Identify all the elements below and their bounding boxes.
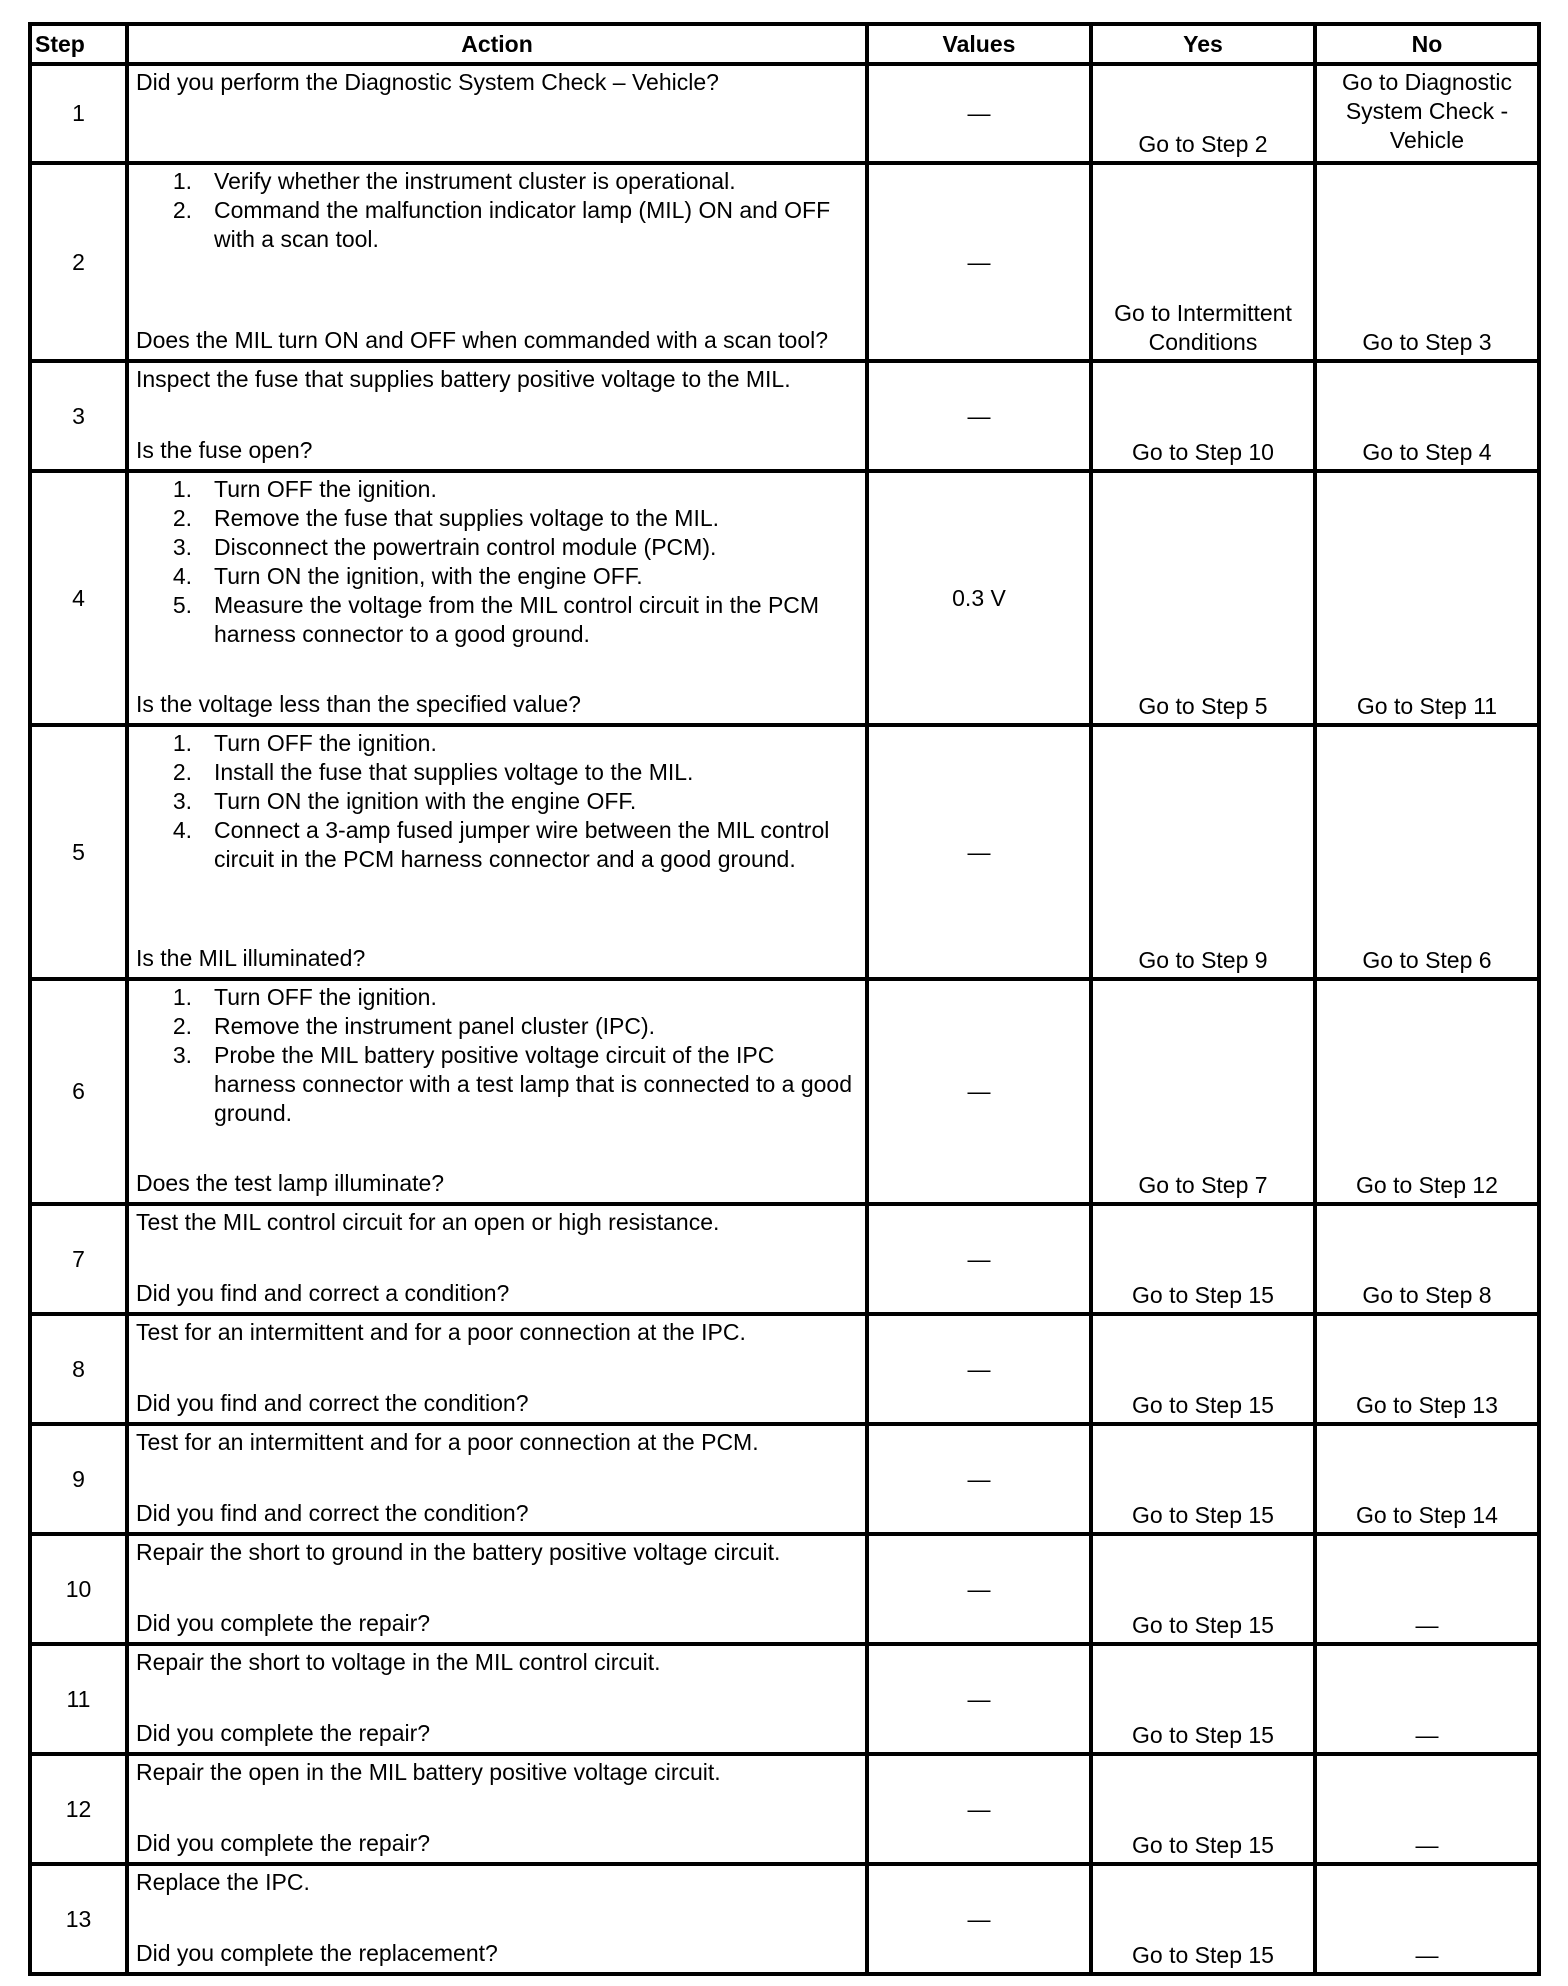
action-step-number: 4.	[172, 563, 192, 589]
action-step-number: 4.	[172, 817, 192, 843]
header-no: No	[1315, 24, 1539, 64]
step-number: 1	[30, 64, 127, 163]
yes-cell	[1091, 1534, 1315, 1644]
yes-outcome-link[interactable]: Go to Step 15	[1132, 1832, 1274, 1858]
table-row	[30, 163, 1539, 361]
action-step-number: 1.	[172, 476, 192, 502]
action-step-text: Turn OFF the ignition.	[214, 476, 437, 502]
action-instruction: Inspect the fuse that supplies battery positive voltage to the MIL.	[136, 366, 791, 392]
table-row	[30, 725, 1539, 979]
value-cell: —	[867, 1424, 1091, 1534]
action-cell	[127, 361, 867, 471]
action-question: Did you complete the repair?	[136, 1720, 431, 1746]
step-number: 2	[30, 163, 127, 361]
value-cell: —	[867, 361, 1091, 471]
action-question: Did you complete the replacement?	[136, 1940, 498, 1966]
step-number: 10	[30, 1534, 127, 1644]
yes-cell	[1091, 1864, 1315, 1974]
header-step: Step	[30, 24, 127, 64]
action-step-number: 1.	[172, 168, 192, 194]
yes-cell	[1091, 64, 1315, 163]
yes-cell	[1091, 1754, 1315, 1864]
action-step-number: 3.	[172, 788, 192, 814]
table-row	[30, 1754, 1539, 1864]
no-outcome-link[interactable]: Go to Step 12	[1356, 1172, 1498, 1198]
step-number: 13	[30, 1864, 127, 1974]
yes-cell	[1091, 1644, 1315, 1754]
yes-outcome-link[interactable]: Go to Step 5	[1138, 693, 1268, 719]
action-cell	[127, 1534, 867, 1644]
table-row	[30, 1204, 1539, 1314]
no-cell	[1315, 979, 1539, 1204]
table-row	[30, 1644, 1539, 1754]
action-step	[136, 787, 859, 816]
step-number: 6	[30, 979, 127, 1204]
action-step	[136, 533, 859, 562]
action-step	[136, 591, 859, 649]
no-cell	[1315, 1204, 1539, 1314]
action-question: Did you find and correct the condition?	[136, 1500, 529, 1526]
yes-outcome-link[interactable]: Go to Step 15	[1132, 1612, 1274, 1638]
action-step-text: Remove the instrument panel cluster (IPC).	[214, 1013, 656, 1039]
action-step-number: 3.	[172, 1042, 192, 1068]
table-row	[30, 1424, 1539, 1534]
step-number: 4	[30, 471, 127, 725]
action-step	[136, 983, 859, 1012]
action-question: Is the voltage less than the specified value?	[136, 691, 581, 717]
no-cell	[1315, 725, 1539, 979]
table-row	[30, 1534, 1539, 1644]
no-outcome-link: —	[1415, 1612, 1439, 1638]
table-row	[30, 1314, 1539, 1424]
no-outcome-link: —	[1415, 1942, 1439, 1968]
action-instruction: Repair the short to voltage in the MIL control circuit.	[136, 1649, 661, 1675]
action-question: Did you complete the repair?	[136, 1830, 431, 1856]
yes-outcome-link[interactable]: Go to Step 15	[1132, 1392, 1274, 1418]
yes-cell	[1091, 1314, 1315, 1424]
header-action: Action	[127, 24, 867, 64]
yes-cell	[1091, 471, 1315, 725]
value-cell: —	[867, 1314, 1091, 1424]
action-step-text: Verify whether the instrument cluster is operational.	[214, 168, 736, 194]
no-outcome-link[interactable]: Go to Step 4	[1362, 439, 1492, 465]
yes-outcome-link[interactable]: Go to Step 15	[1132, 1942, 1274, 1968]
action-cell	[127, 1314, 867, 1424]
action-question: Does the test lamp illuminate?	[136, 1170, 445, 1196]
action-step-text: Disconnect the powertrain control module (PCM).	[214, 534, 717, 560]
diagnostic-table	[28, 22, 1541, 1976]
action-instruction: Replace the IPC.	[136, 1869, 310, 1895]
yes-outcome-link[interactable]: Go to Step 2	[1138, 131, 1268, 157]
action-step	[136, 1041, 859, 1128]
step-number: 8	[30, 1314, 127, 1424]
action-question: Is the MIL illuminated?	[136, 945, 366, 971]
header-row	[30, 24, 1539, 64]
yes-cell	[1091, 361, 1315, 471]
action-cell	[127, 1644, 867, 1754]
action-cell	[127, 1424, 867, 1534]
action-cell	[127, 163, 867, 361]
yes-outcome-link[interactable]: Go to Step 10	[1132, 439, 1274, 465]
no-outcome-link[interactable]: Go to Diagnostic System Check - Vehicle	[1341, 69, 1513, 153]
value-cell: —	[867, 64, 1091, 163]
action-step	[136, 562, 859, 591]
value-cell: —	[867, 725, 1091, 979]
step-number: 12	[30, 1754, 127, 1864]
action-step-text: Turn OFF the ignition.	[214, 730, 437, 756]
action-question: Does the MIL turn ON and OFF when commanded with a scan tool?	[136, 327, 829, 353]
yes-cell	[1091, 979, 1315, 1204]
yes-outcome-link[interactable]: Go to Step 7	[1138, 1172, 1268, 1198]
action-step-text: Connect a 3-amp fused jumper wire between the MIL control circuit in the PCM harness connector and a good ground.	[214, 817, 830, 872]
action-step-text: Turn ON the ignition with the engine OFF.	[214, 788, 637, 814]
no-outcome-link[interactable]: Go to Step 14	[1356, 1502, 1498, 1528]
action-steps-list	[136, 167, 859, 254]
action-step-text: Remove the fuse that supplies voltage to the MIL.	[214, 505, 720, 531]
action-step	[136, 758, 859, 787]
table-row	[30, 1864, 1539, 1974]
action-cell	[127, 979, 867, 1204]
value-cell: —	[867, 979, 1091, 1204]
action-step	[136, 504, 859, 533]
action-step-number: 5.	[172, 592, 192, 618]
value-cell: 0.3 V	[867, 471, 1091, 725]
action-step-text: Probe the MIL battery positive voltage circuit of the IPC harness connector with a test lamp that is connected to a good ground.	[214, 1042, 852, 1126]
no-cell	[1315, 1754, 1539, 1864]
action-steps-list	[136, 729, 859, 874]
value-cell: —	[867, 1534, 1091, 1644]
action-question: Did you find and correct the condition?	[136, 1390, 529, 1416]
action-question: Did you find and correct a condition?	[136, 1280, 510, 1306]
action-instruction: Repair the short to ground in the battery positive voltage circuit.	[136, 1539, 781, 1565]
action-instruction: Test the MIL control circuit for an open or high resistance.	[136, 1209, 720, 1235]
yes-outcome-link[interactable]: Go to Step 15	[1132, 1722, 1274, 1748]
action-instruction: Did you perform the Diagnostic System Check – Vehicle?	[136, 69, 719, 95]
no-outcome-link: —	[1415, 1832, 1439, 1858]
yes-outcome-link[interactable]: Go to Step 15	[1132, 1282, 1274, 1308]
action-cell	[127, 471, 867, 725]
action-question: Is the fuse open?	[136, 437, 313, 463]
table-row	[30, 361, 1539, 471]
action-step-number: 2.	[172, 505, 192, 531]
action-step-text: Install the fuse that supplies voltage to the MIL.	[214, 759, 694, 785]
table-row	[30, 979, 1539, 1204]
value-cell: —	[867, 163, 1091, 361]
action-step-number: 1.	[172, 984, 192, 1010]
action-cell	[127, 1204, 867, 1314]
action-instruction: Repair the open in the MIL battery positive voltage circuit.	[136, 1759, 721, 1785]
no-outcome-link[interactable]: Go to Step 11	[1356, 693, 1498, 719]
action-step	[136, 196, 859, 254]
step-number: 5	[30, 725, 127, 979]
value-cell: —	[867, 1644, 1091, 1754]
action-step	[136, 816, 859, 874]
value-cell: —	[867, 1864, 1091, 1974]
yes-cell	[1091, 1204, 1315, 1314]
value-cell: —	[867, 1204, 1091, 1314]
no-cell	[1315, 1864, 1539, 1974]
action-step-text: Turn OFF the ignition.	[214, 984, 437, 1010]
step-number: 9	[30, 1424, 127, 1534]
header-values: Values	[867, 24, 1091, 64]
action-cell	[127, 1754, 867, 1864]
table-row	[30, 471, 1539, 725]
action-instruction: Test for an intermittent and for a poor connection at the IPC.	[136, 1319, 746, 1345]
step-number: 7	[30, 1204, 127, 1314]
step-number: 11	[30, 1644, 127, 1754]
step-number: 3	[30, 361, 127, 471]
action-step-text: Command the malfunction indicator lamp (MIL) ON and OFF with a scan tool.	[214, 197, 831, 252]
action-step	[136, 475, 859, 504]
yes-cell	[1091, 163, 1315, 361]
no-cell	[1315, 471, 1539, 725]
no-outcome-link: —	[1415, 1722, 1439, 1748]
action-step-number: 3.	[172, 534, 192, 560]
action-step-number: 2.	[172, 759, 192, 785]
yes-outcome-link[interactable]: Go to Step 15	[1132, 1502, 1274, 1528]
no-cell	[1315, 361, 1539, 471]
action-step-number: 2.	[172, 1013, 192, 1039]
action-step	[136, 167, 859, 196]
action-steps-list	[136, 983, 859, 1128]
action-cell	[127, 725, 867, 979]
action-steps-list	[136, 475, 859, 649]
no-cell	[1315, 1424, 1539, 1534]
table-row	[30, 64, 1539, 163]
value-cell: —	[867, 1754, 1091, 1864]
action-step-number: 2.	[172, 197, 192, 223]
no-cell	[1315, 64, 1539, 163]
yes-outcome-link[interactable]: Go to Step 9	[1138, 947, 1268, 973]
no-outcome-link[interactable]: Go to Step 13	[1356, 1392, 1498, 1418]
no-cell	[1315, 1314, 1539, 1424]
no-cell	[1315, 1644, 1539, 1754]
action-cell	[127, 64, 867, 163]
yes-cell	[1091, 1424, 1315, 1534]
no-cell	[1315, 163, 1539, 361]
no-outcome-link[interactable]: Go to Step 8	[1362, 1282, 1492, 1308]
yes-outcome-link[interactable]: Go to Intermittent Conditions	[1114, 300, 1292, 355]
no-outcome-link[interactable]: Go to Step 3	[1362, 329, 1492, 355]
action-step-number: 1.	[172, 730, 192, 756]
action-question: Did you complete the repair?	[136, 1610, 431, 1636]
no-outcome-link[interactable]: Go to Step 6	[1362, 947, 1492, 973]
action-step-text: Turn ON the ignition, with the engine OFF.	[214, 563, 643, 589]
yes-cell	[1091, 725, 1315, 979]
action-cell	[127, 1864, 867, 1974]
action-instruction: Test for an intermittent and for a poor connection at the PCM.	[136, 1429, 759, 1455]
no-cell	[1315, 1534, 1539, 1644]
header-yes: Yes	[1091, 24, 1315, 64]
action-step	[136, 729, 859, 758]
action-step	[136, 1012, 859, 1041]
action-step-text: Measure the voltage from the MIL control circuit in the PCM harness connector to a good ground.	[214, 592, 820, 647]
